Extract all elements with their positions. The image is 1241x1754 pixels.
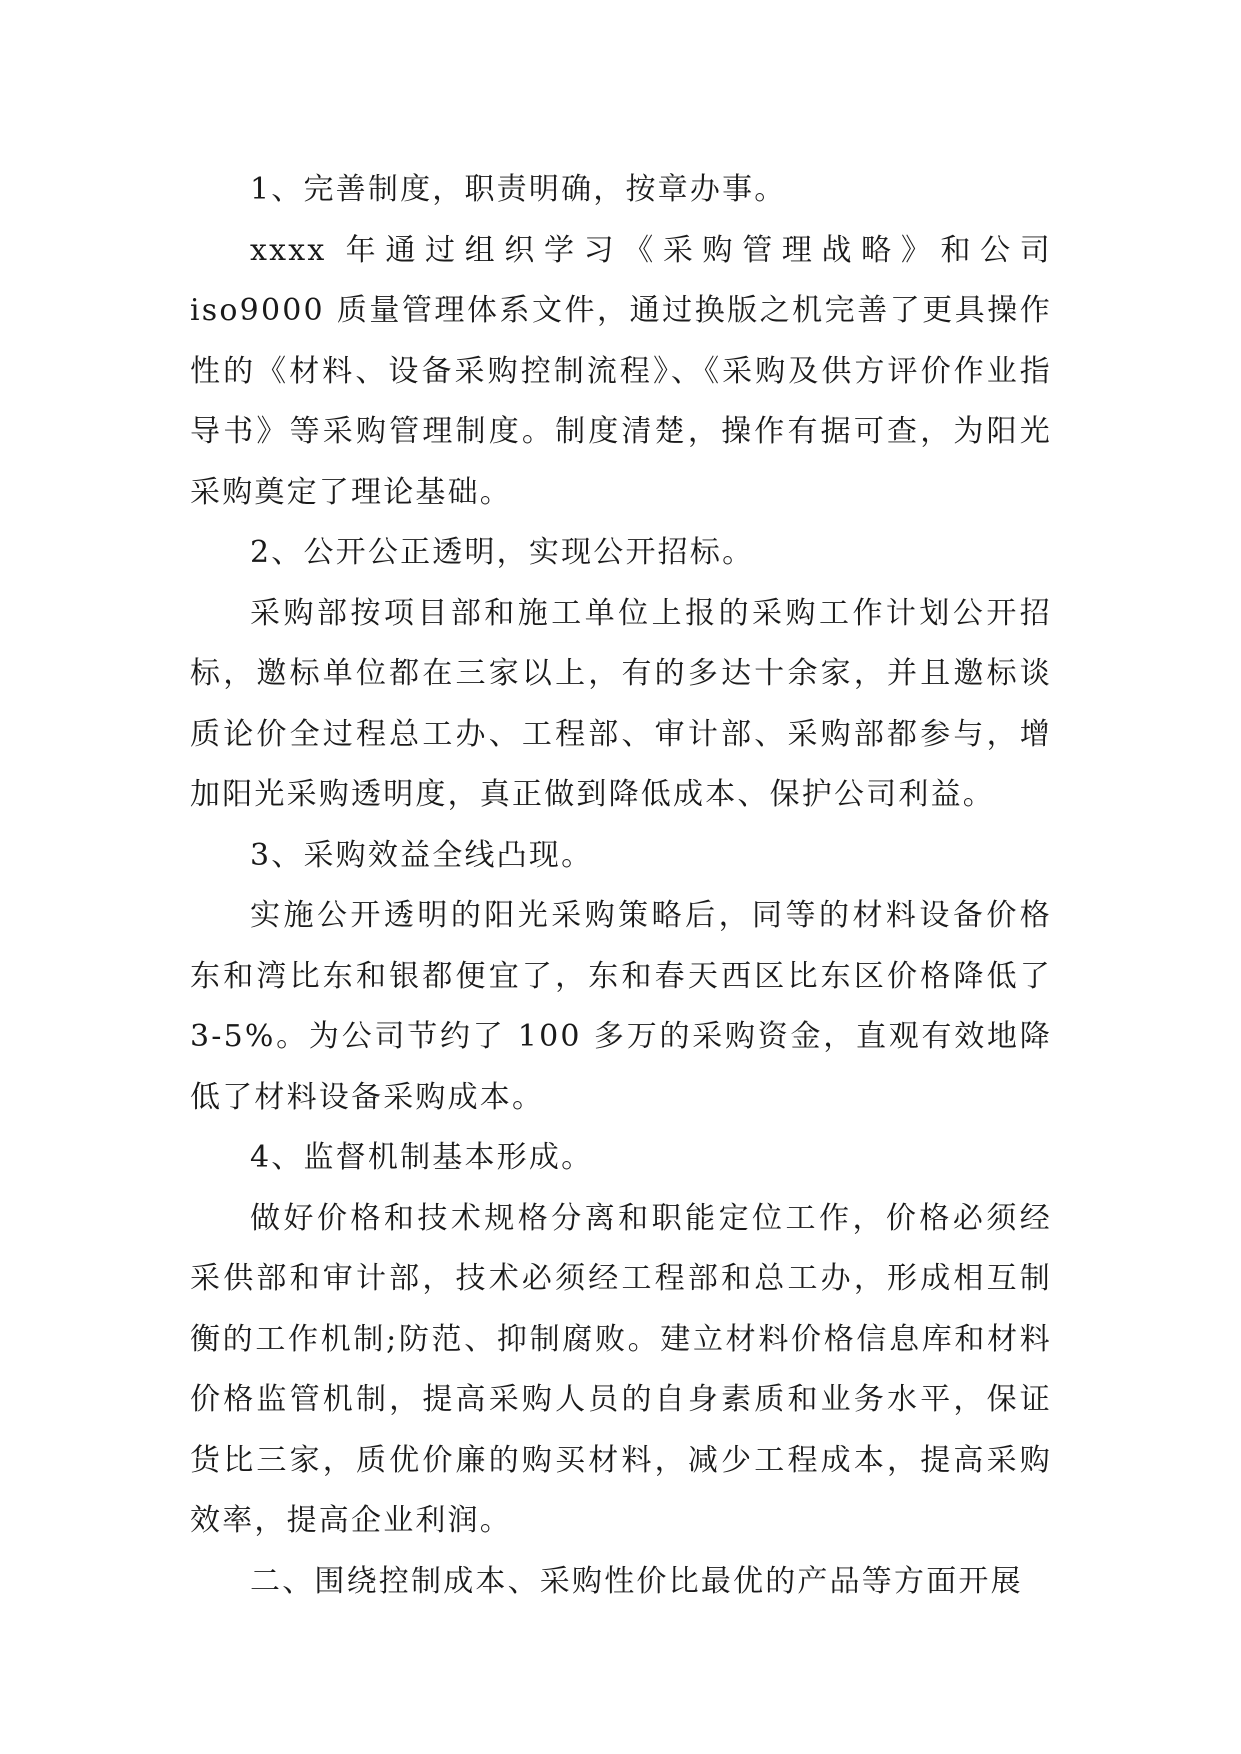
document-body bbox=[190, 160, 1052, 1612]
body-paragraph: 采购部按项目部和施工单位上报的采购工作计划公开招标，邀标单位都在三家以上，有的多达十余家，并且邀标谈质论价全过程总工办、工程部、审计部、采购部都参与，增加阳光采购透明度，真正做到降低成本、保护公司利益。 bbox=[190, 595, 1052, 812]
heading-item-3: 3、采购效益全线凸现。 bbox=[250, 837, 594, 873]
body-paragraph: xxxx 年通过组织学习《采购管理战略》和公司 iso9000 质量管理体系文件，通过换版之机完善了更具操作性的《材料、设备采购控制流程》、《采购及供方评价作业指导书》等采购管理制度。制度清楚，操作有据可查，为阳光采购奠定了理论基础。 bbox=[190, 232, 1052, 510]
heading-item-1: 1、完善制度，职责明确，按章办事。 bbox=[250, 172, 787, 207]
body-paragraph: 实施公开透明的阳光采购策略后，同等的材料设备价格东和湾比东和银都便宜了，东和春天西区比东区价格降低了3-5%。为公司节约了 100 多万的采购资金，直观有效地降低了材料设备采购成本。 bbox=[190, 898, 1052, 1115]
heading-item-2: 2、公开公正透明，实现公开招标。 bbox=[250, 535, 755, 570]
section-heading: 二、围绕控制成本、采购性价比最优的产品等方面开展 bbox=[250, 1563, 1023, 1599]
body-paragraph: 做好价格和技术规格分离和职能定位工作，价格必须经采供部和审计部，技术必须经工程部和总工办，形成相互制衡的工作机制;防范、抑制腐败。建立材料价格信息库和材料价格监管机制，提高采购人员的自身素质和业务水平，保证货比三家，质优价廉的购买材料，减少工程成本，提高采购效率，提高企业利润。 bbox=[190, 1200, 1052, 1538]
heading-item-4: 4、监督机制基本形成。 bbox=[250, 1140, 594, 1175]
